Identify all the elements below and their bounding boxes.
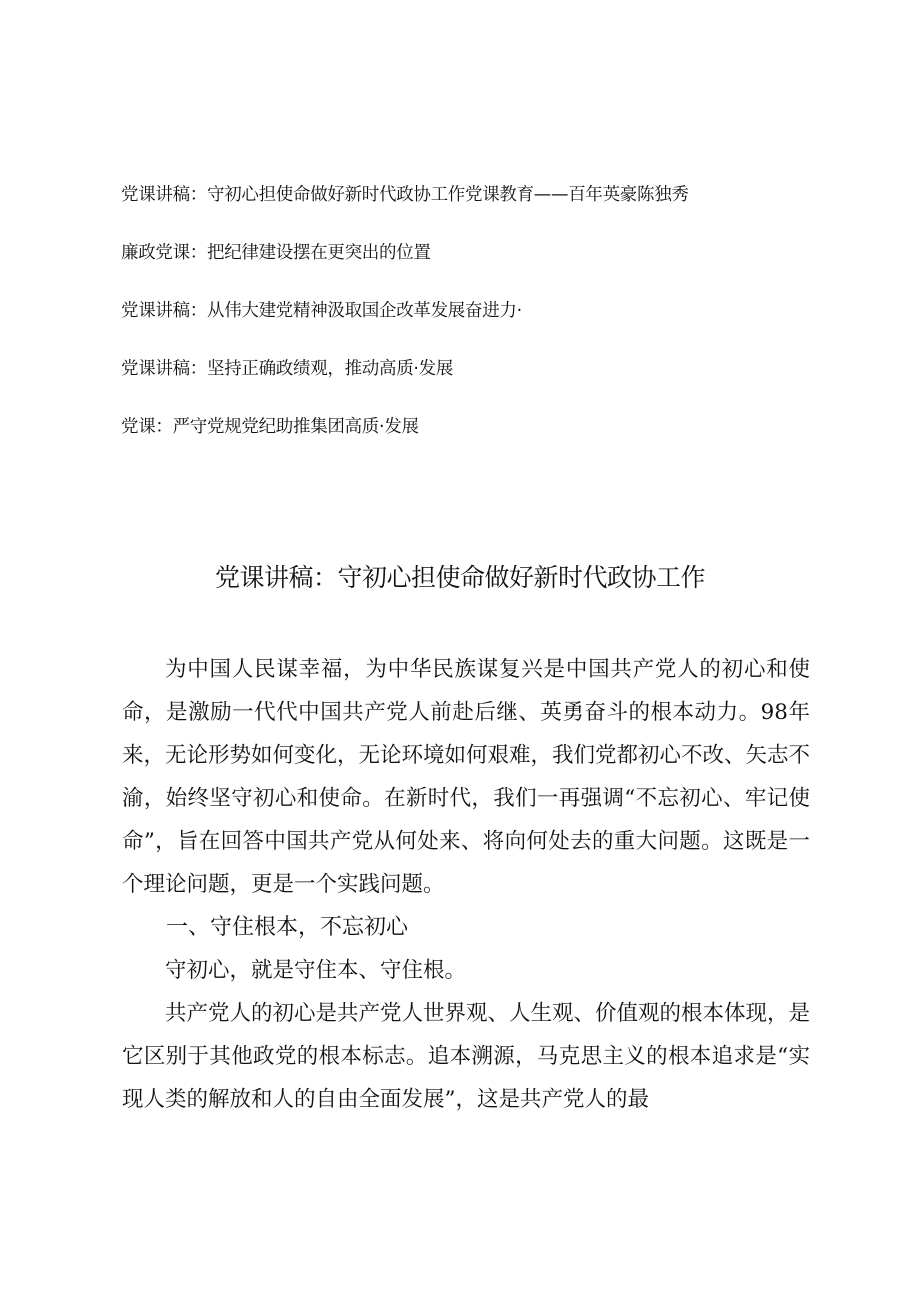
toc-item[interactable]: 廉政党课：把纪律建设摆在更突出的位置 <box>121 243 431 263</box>
toc-item[interactable]: 党课讲稿：从伟大建党精神汲取国企改革发展奋进力· <box>121 301 522 321</box>
section-heading: 一、守住根本，不忘初心 <box>166 915 409 940</box>
article-title: 党课讲稿：守初心担使命做好新时代政协工作 <box>214 563 705 592</box>
article-body <box>122 648 810 1121</box>
intro-paragraph: 为中国人民谋幸福，为中华民族谋复兴是中国共产党人的初心和使命，是激励一代代中国共产党人前赴后继、英勇奋斗的根本动力。98年来，无论形势如何变化，无论环境如何艰难，我们党都初心不改、矢志不渝，始终坚守初心和使命。在新时代，我们一再强调“不忘初心、牢记使命”，旨在回答中国共产党从何处来、将向何处去的重大问题。这既是一个理论问题，更是一个实践问题。 <box>122 657 811 897</box>
table-of-contents <box>121 181 821 471</box>
toc-item[interactable]: 党课讲稿：守初心担使命做好新时代政协工作党课教育——百年英豪陈独秀 <box>121 185 689 205</box>
section-paragraph: 守初心，就是守住本、守住根。 <box>165 958 467 983</box>
toc-item[interactable]: 党课讲稿：坚持正确政绩观，推动高质·发展 <box>121 359 454 379</box>
section-paragraph: 共产党人的初心是共产党人世界观、人生观、价值观的根本体现，是它区别于其他政党的根本标志。追本溯源，马克思主义的根本追求是“实现人类的解放和人的自由全面发展”，这是共产党人的最 <box>122 1001 811 1112</box>
toc-item[interactable]: 党课：严守党规党纪助推集团高质·发展 <box>121 417 419 437</box>
